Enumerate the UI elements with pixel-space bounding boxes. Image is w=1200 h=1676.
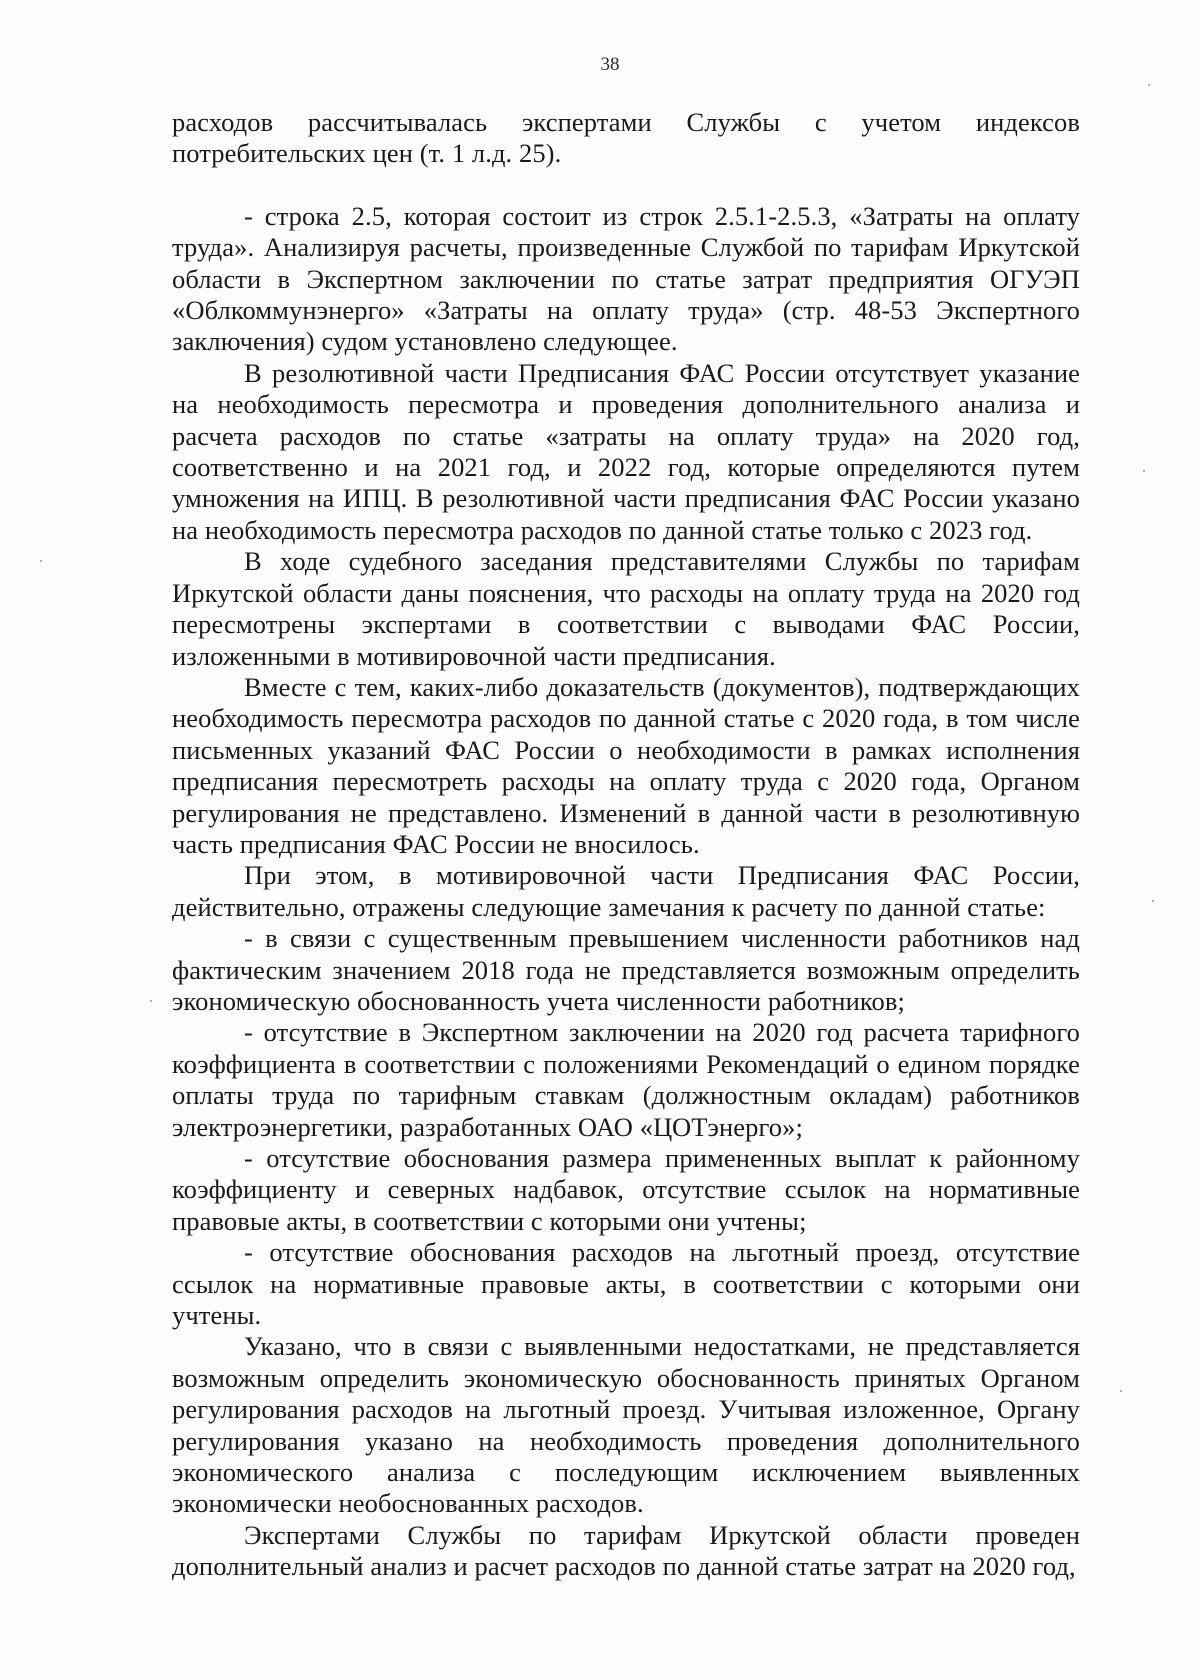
page-number: 38 <box>600 54 620 75</box>
paragraph-7: Указано, что в связи с выявленными недостатками, не представляется возможным определить экономическую обоснованность принятых Органом регулирования расходов на льготный проезд. Учитывая изложенное, Органу регулирования указано на необходимость проведения дополнительного экономического анализа с последующим исключением выявленных экономически необоснованных расходов. <box>172 1331 1080 1519</box>
paragraph-5: Вместе с тем, каких-либо доказательств (документов), подтверждающих необходимость пересмотра расходов по данной статье с 2020 года, в том числе письменных указаний ФАС России о необходимости в рамках исполнения предписания пересмотреть расходы на оплату труда с 2020 года, Органом регулирования не представлено. Изменений в данной части в резолютивную часть предписания ФАС России не вносилось. <box>172 671 1080 859</box>
scan-speck <box>1152 900 1154 902</box>
paragraph-8: Экспертами Службы по тарифам Иркутской области проведен дополнительный анализ и расчет расходов по данной статье затрат на 2020 год, <box>172 1519 1080 1582</box>
scan-speck <box>1120 1390 1122 1392</box>
paragraph-4: В ходе судебного заседания представителями Службы по тарифам Иркутской области даны пояснения, что расходы на оплату труда на 2020 год пересмотрены экспертами в соответствии с выводами ФАС России, изложенными в мотивировочной части предписания. <box>172 546 1080 671</box>
paragraph-6: При этом, в мотивировочной части Предписания ФАС России, действительно, отражены следующие замечания к расчету по данной статье: <box>172 860 1080 922</box>
scan-speck <box>1143 470 1145 472</box>
scan-speck <box>40 560 42 562</box>
scan-speck <box>1148 84 1150 86</box>
paragraph-3: В резолютивной части Предписания ФАС России отсутствует указание на необходимость пересмотра и проведения дополнительного анализа и расчета расходов по статье «затраты на оплату труда» на 2020 год, соответственно и на 2021 год, и 2022 год, которые определяются путем умножения на ИПЦ. В резолютивной части предписания ФАС России указано на необходимость пересмотра расходов по данной статье только с 2023 год. <box>172 357 1080 545</box>
scan-speck <box>150 1000 152 1002</box>
paragraph-2: - строка 2.5, которая состоит из строк 2.5.1-2.5.3, «Затраты на оплату труда». Анализируя расчеты, произведенные Службой по тарифам Иркутской области в Экспертном заключении по статье затрат предприятия ОГУЭП «Облкоммунэнерго» «Затраты на оплату труда» (стр. 48-53 Экспертного заключения) судом установлено следующее. <box>172 200 1080 357</box>
document-body <box>172 107 1080 1583</box>
list-item-1: - в связи с существенным превышением численности работников над фактическим значением 2018 года не представляется возможным определить экономическую обоснованность учета численности работников; <box>172 923 1080 1016</box>
paragraph-1: расходов рассчитывалась экспертами Службы с учетом индексов потребительских цен (т. 1 л.д. 25). <box>172 107 1080 169</box>
list-item-2: - отсутствие в Экспертном заключении на 2020 год расчета тарифного коэффициента в соответствии с положениями Рекомендаций о едином порядке оплаты труда по тарифным ставкам (должностным окладам) работников электроэнергетики, разработанных ОАО «ЦОТэнерго»; <box>172 1017 1080 1142</box>
list-item-3: - отсутствие обоснования размера примененных выплат к районному коэффициенту и северных надбавок, отсутствие ссылок на нормативные правовые акты, в соответствии с которыми они учтены; <box>172 1143 1080 1236</box>
list-item-4: - отсутствие обоснования расходов на льготный проезд, отсутствие ссылок на нормативные правовые акты, в соответствии с которыми они учтены. <box>172 1237 1080 1331</box>
